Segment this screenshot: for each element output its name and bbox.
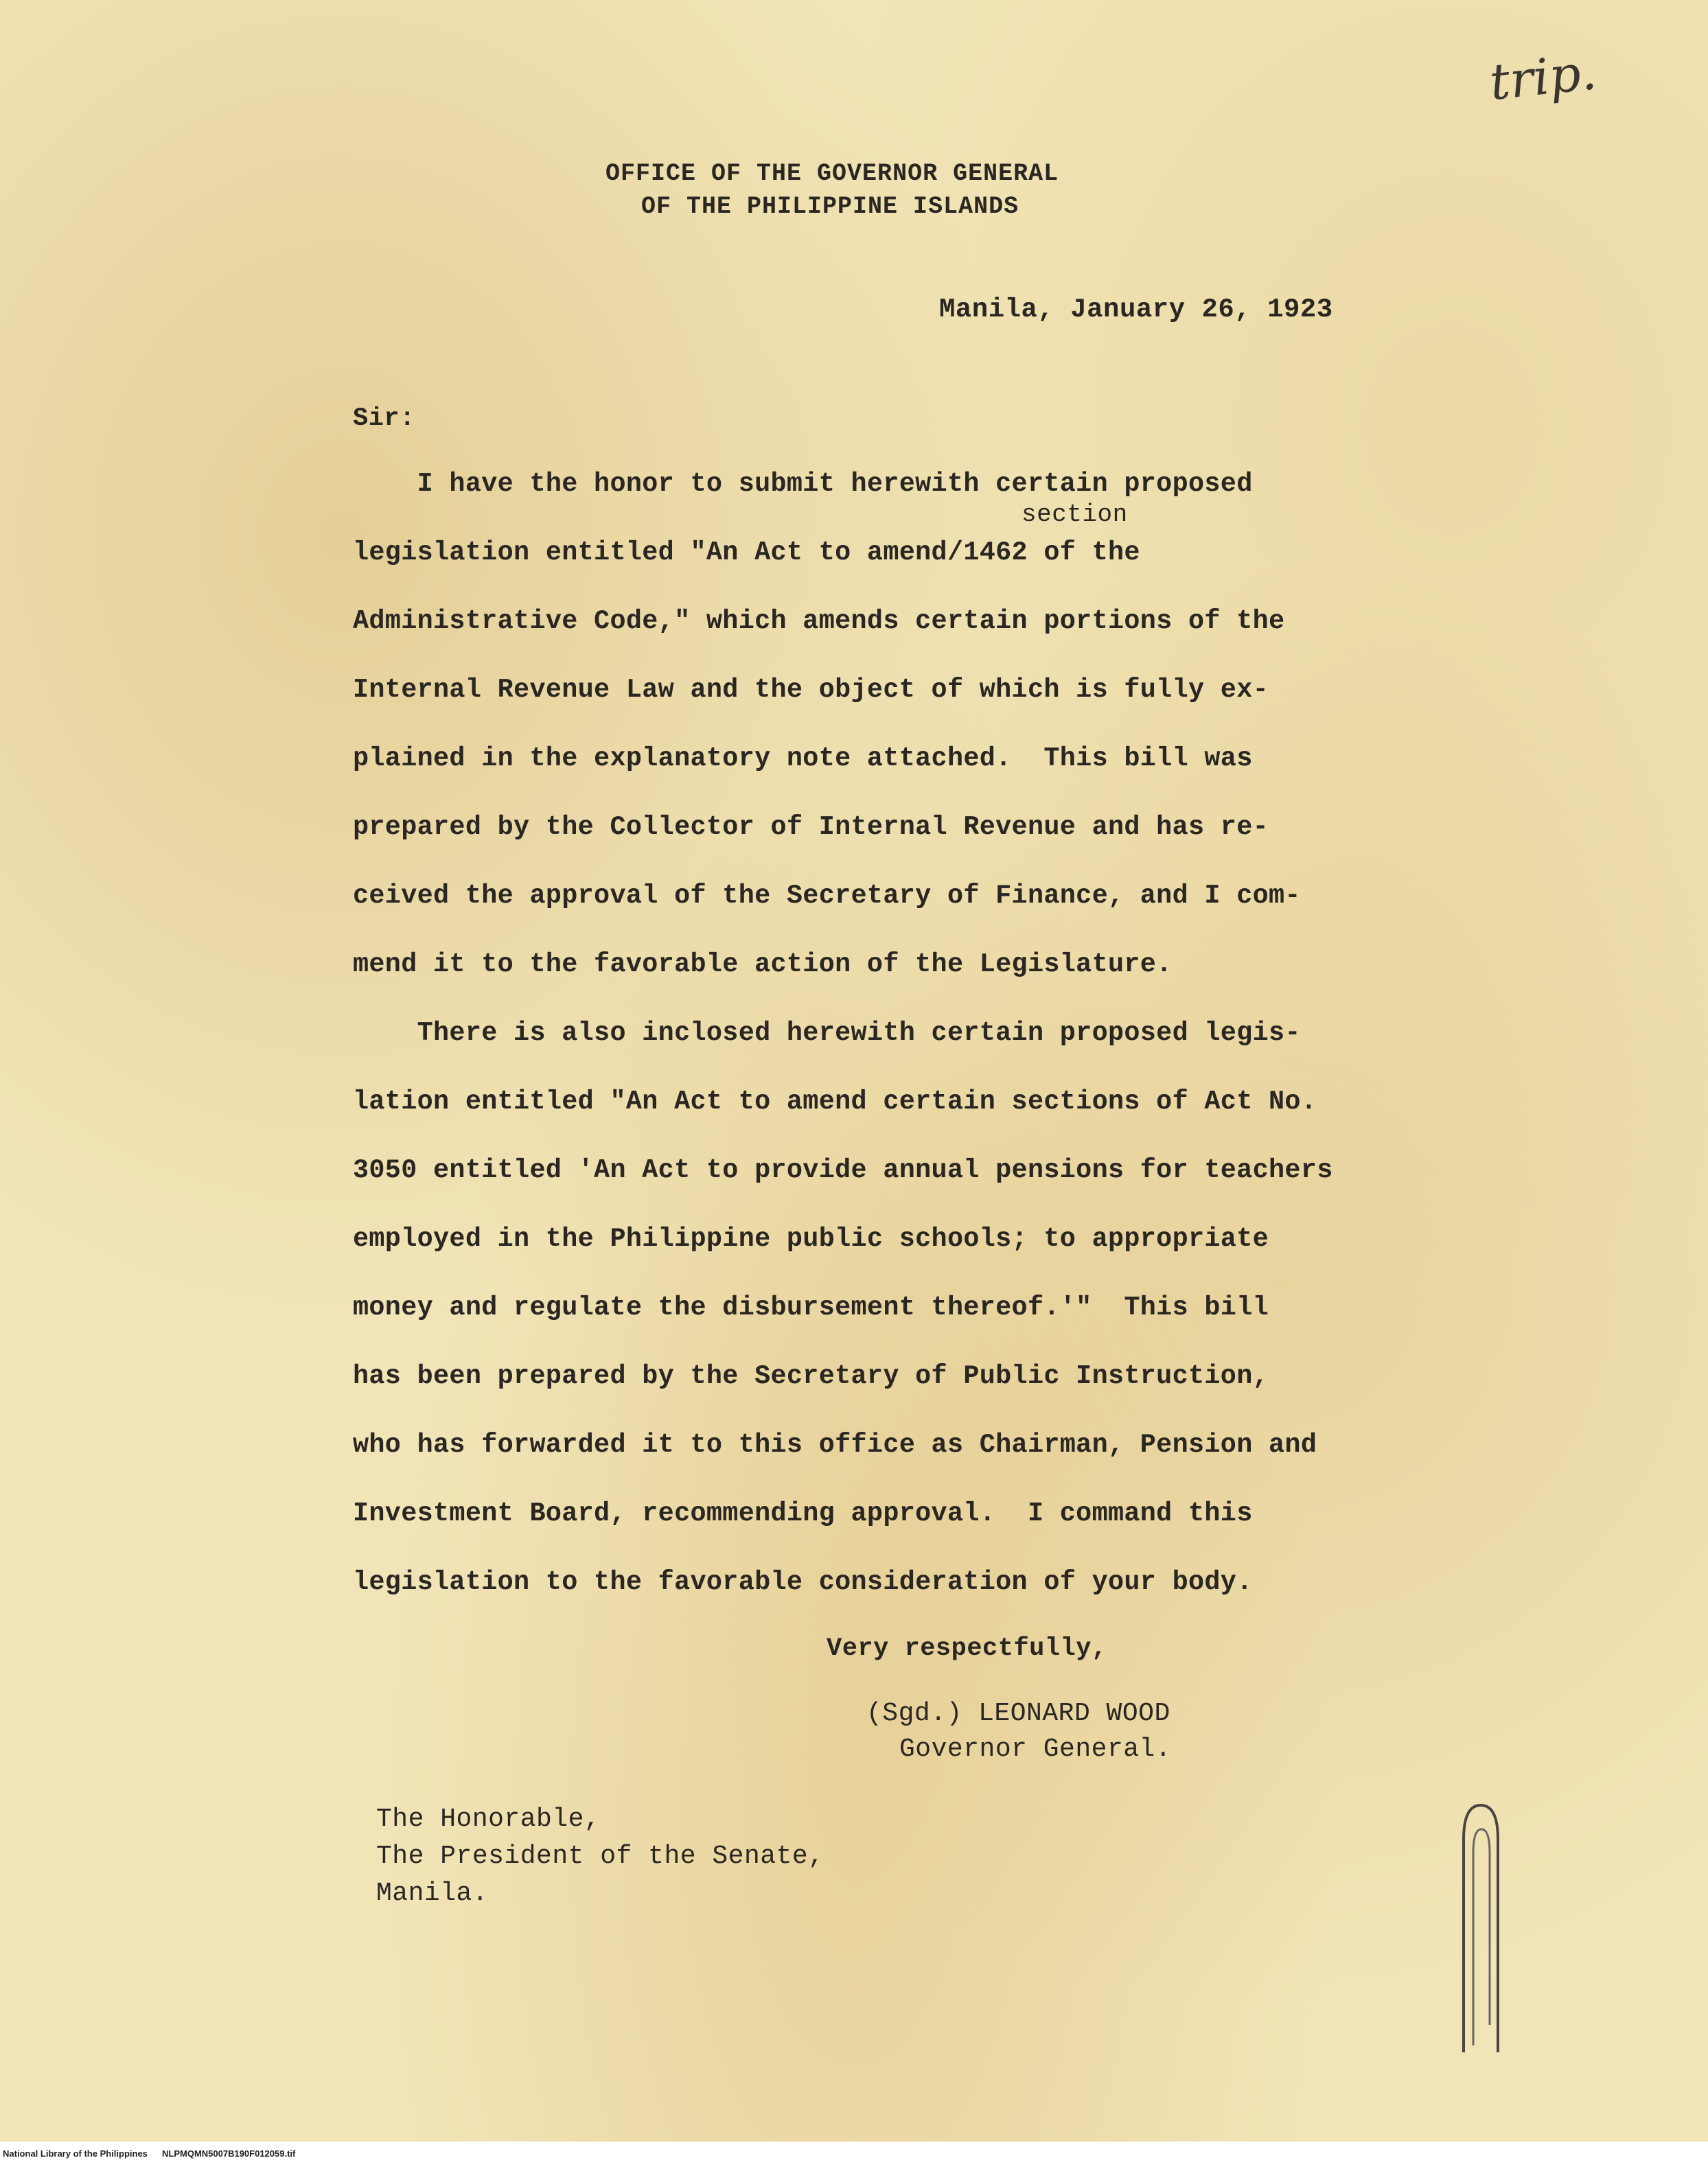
signature-name: (Sgd.) LEONARD WOOD bbox=[866, 1699, 1170, 1728]
paragraph-1-line: legislation entitled "An Act to amend/1462 of the bbox=[353, 537, 1140, 568]
paragraph-2-line: There is also inclosed herewith certain proposed legis- bbox=[353, 1018, 1301, 1048]
paragraph-2-line: who has forwarded it to this office as Chairman, Pension and bbox=[353, 1430, 1317, 1460]
paper-clip-mark bbox=[1450, 1798, 1512, 2059]
paragraph-2-line: 3050 entitled 'An Act to provide annual pensions for teachers bbox=[353, 1155, 1333, 1185]
paragraph-1-line: prepared by the Collector of Internal Revenue and has re- bbox=[353, 812, 1269, 842]
heading-line-1: OFFICE OF THE GOVERNOR GENERAL bbox=[605, 160, 1059, 187]
paragraph-2-line: money and regulate the disbursement thereof.'" This bill bbox=[353, 1292, 1269, 1323]
addressee-line: The Honorable, bbox=[376, 1805, 601, 1834]
handwritten-note: trip. bbox=[1487, 43, 1600, 111]
paragraph-2-line: legislation to the favorable consideration of your body. bbox=[353, 1567, 1253, 1597]
scan-footer bbox=[0, 2142, 1708, 2169]
addressee-line: The President of the Senate, bbox=[376, 1842, 824, 1871]
paragraph-1-line: ceived the approval of the Secretary of Finance, and I com- bbox=[353, 881, 1301, 911]
signature-title: Governor General. bbox=[899, 1735, 1172, 1764]
paragraph-1-line: plained in the explanatory note attached. This bill was bbox=[353, 743, 1253, 774]
paragraph-1-line: mend it to the favorable action of the Legislature. bbox=[353, 949, 1173, 979]
closing: Very respectfully, bbox=[827, 1634, 1107, 1663]
paragraph-2-line: employed in the Philippine public schools; to appropriate bbox=[353, 1224, 1269, 1254]
addressee-line: Manila. bbox=[376, 1879, 489, 1908]
paragraph-1-line: Internal Revenue Law and the object of which is fully ex- bbox=[353, 675, 1269, 705]
paragraph-1-line: I have the honor to submit herewith certain proposed bbox=[353, 469, 1253, 499]
paragraph-2-line: lation entitled "An Act to amend certain sections of Act No. bbox=[353, 1087, 1317, 1117]
handwritten-insertion: section bbox=[1022, 500, 1128, 529]
footer-file-id: NLPMQMN5007B190F012059.tif bbox=[162, 2148, 296, 2159]
salutation: Sir: bbox=[353, 404, 415, 433]
footer-institution: National Library of the Philippines bbox=[3, 2148, 148, 2159]
paragraph-2-line: has been prepared by the Secretary of Public Instruction, bbox=[353, 1361, 1269, 1391]
paragraph-1-line: Administrative Code," which amends certain portions of the bbox=[353, 606, 1285, 636]
heading-line-2: OF THE PHILIPPINE ISLANDS bbox=[641, 193, 1019, 220]
date-line: Manila, January 26, 1923 bbox=[939, 294, 1333, 325]
paragraph-2-line: Investment Board, recommending approval. I command this bbox=[353, 1498, 1253, 1529]
